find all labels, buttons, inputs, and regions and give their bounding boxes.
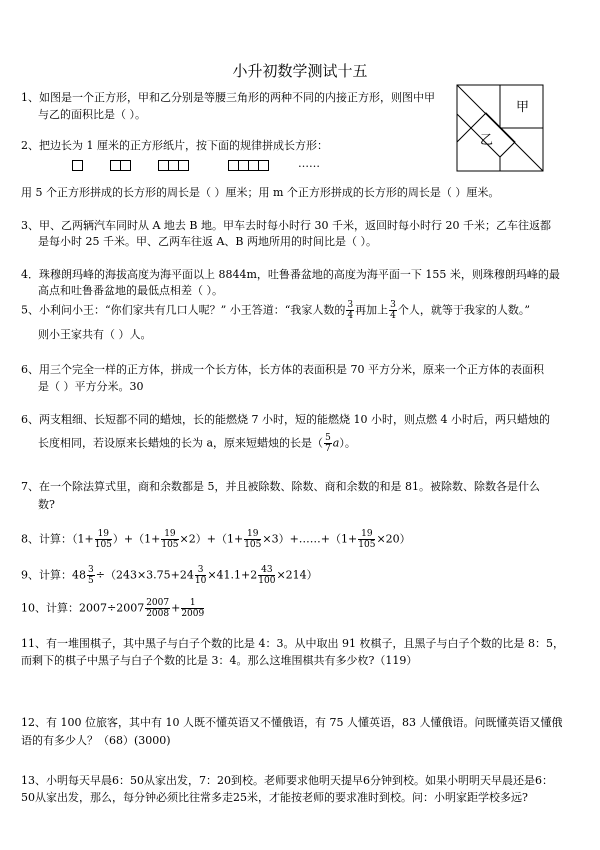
q4-line2: 高点和吐鲁番盆地的最低点相差（ ）。 bbox=[38, 284, 223, 297]
q2-ellipsis: …… bbox=[298, 157, 320, 170]
fraction: $\frac{1}{2009}$ bbox=[181, 598, 205, 619]
q1-line1: 1、如图是一个正方形，甲和乙分别是等腰三角形的两种不同的内接正方形，则图中甲 bbox=[21, 91, 435, 104]
q7-line1: 7、在一个除法算式里，商和余数都是 5，并且被除数、除数、商和余数的和是 81。被除数、除数各是什么 bbox=[21, 480, 540, 493]
q2-line2: 用 5 个正方形拼成的长方形的周长是（ ）厘米；用 m 个正方形拼成的长方形的周长是（ ）厘米。 bbox=[21, 186, 500, 199]
q5-line2: 则小王家共有（ ）人。 bbox=[38, 328, 152, 341]
fraction: $\frac{3}{10}$ bbox=[194, 565, 207, 586]
q6-line2: 是（ ）平方分米。30 bbox=[38, 380, 144, 393]
fraction: $\frac{43}{100}$ bbox=[258, 565, 276, 586]
q10-expression: 10、计算：2007÷2007 $\frac{2007}{2008}$ + $\frac{1}{2009}$ bbox=[21, 598, 205, 619]
q3-line1: 3、甲、乙两辆汽车同时从 A 地去 B 地。甲车去时每小时行 30 千米，返回时每小时行 20 千米；乙车往返都 bbox=[21, 219, 551, 232]
q12-line1: 12、有 100 位旅客，其中有 10 人既不懂英语又不懂俄语，有 75 人懂英语，83 人懂俄语。问既懂英语又懂俄 bbox=[21, 716, 563, 729]
fraction: $\frac{19}{105}$ bbox=[358, 529, 376, 550]
q6b-line1: 6、两支粗细、长短都不同的蜡烛，长的能燃烧 7 小时，短的能燃烧 10 小时，则点燃 4 小时后，两只蜡烛的 bbox=[21, 413, 550, 426]
q12-line2: 语的有多少人？（68）(3000) bbox=[21, 734, 171, 747]
q11-line1: 11、有一堆围棋子，其中黑子与白子个数的比是 4：3。从中取出 91 枚棋子，且黑子与白子个数的比是 8：5， bbox=[21, 637, 564, 650]
figure-label-yi: 乙 bbox=[480, 133, 494, 148]
q2-line1: 2、把边长为 1 厘米的正方形纸片，按下面的规律拼成长方形： bbox=[21, 139, 328, 152]
q7-line2: 数? bbox=[38, 498, 55, 511]
fraction: $\frac{19}{105}$ bbox=[94, 529, 112, 550]
q5-line1: 5、小利问小王：“你们家共有几口人呢？” 小王答道：“我家人数的 $\frac{3}{4}$ 再加上 $\frac{3}{4}$ 个人，就等于我家的人数。” bbox=[21, 300, 530, 321]
q6-line1: 6、用三个完全一样的正方体，拼成一个长方体，长方体的表面积是 70 平方分米，原来一个正方体的表面积 bbox=[21, 363, 544, 376]
page-title: 小升初数学测试十五 bbox=[232, 62, 368, 80]
q8-expression: 8、计算：（1+ $\frac{19}{105}$ ）+（1+ $\frac{19}{105}$ ×2）+（1+ $\frac{19}{105}$ ×3）+……+（1+ $\frac{19}{105}$ ×20） bbox=[21, 529, 411, 550]
fraction: $\frac{3}{4}$ bbox=[347, 300, 354, 321]
q9-expression: 9、计算：48 $\frac{3}{5}$ ÷（243×3.75+24 $\frac{3}{10}$ ×41.1+2 $\frac{43}{100}$ ×214） bbox=[21, 565, 318, 586]
square-figure bbox=[456, 84, 544, 172]
fraction: $\frac{2007}{2008}$ bbox=[146, 598, 170, 619]
q1-line2: 与乙的面积比是（ ）。 bbox=[38, 108, 146, 121]
figure-label-jia: 甲 bbox=[516, 100, 530, 115]
fraction: $\frac{5}{7}$ bbox=[325, 433, 331, 454]
fraction: $\frac{19}{105}$ bbox=[244, 529, 262, 550]
fraction: $\frac{19}{105}$ bbox=[161, 529, 179, 550]
q11-line2: 而剩下的棋子中黑子与白子个数的比是 3：4。那么这堆围棋共有多少枚?（119） bbox=[21, 654, 418, 667]
fraction: $\frac{3}{5}$ bbox=[88, 565, 94, 586]
q6b-line2: 长度相同，若设原来长蜡烛的长为 a，原来短蜡烛的长是（ $\frac{5}{7}$ a）。 bbox=[38, 433, 356, 454]
q13-line1: 13、小明每天早晨6：50从家出发，7：20到校。老师要求他明天提早6分钟到校。如果小明明天早晨还是6： bbox=[21, 774, 553, 787]
q4-line1: 4．珠穆朗玛峰的海拔高度为海平面以上 8844m，吐鲁番盆地的高度为海平面一下 155 米，则珠穆朗玛峰的最 bbox=[21, 268, 560, 281]
q13-line2: 50从家出发，那么，每分钟必须比往常多走25米，才能按老师的要求准时到校。问：小明家距学校多远? bbox=[21, 791, 528, 804]
fraction: $\frac{3}{4}$ bbox=[390, 300, 396, 321]
q3-line2: 是每小时 25 千米。甲、乙两车往返 A、B 两地所用的时间比是（ ）。 bbox=[38, 235, 378, 248]
